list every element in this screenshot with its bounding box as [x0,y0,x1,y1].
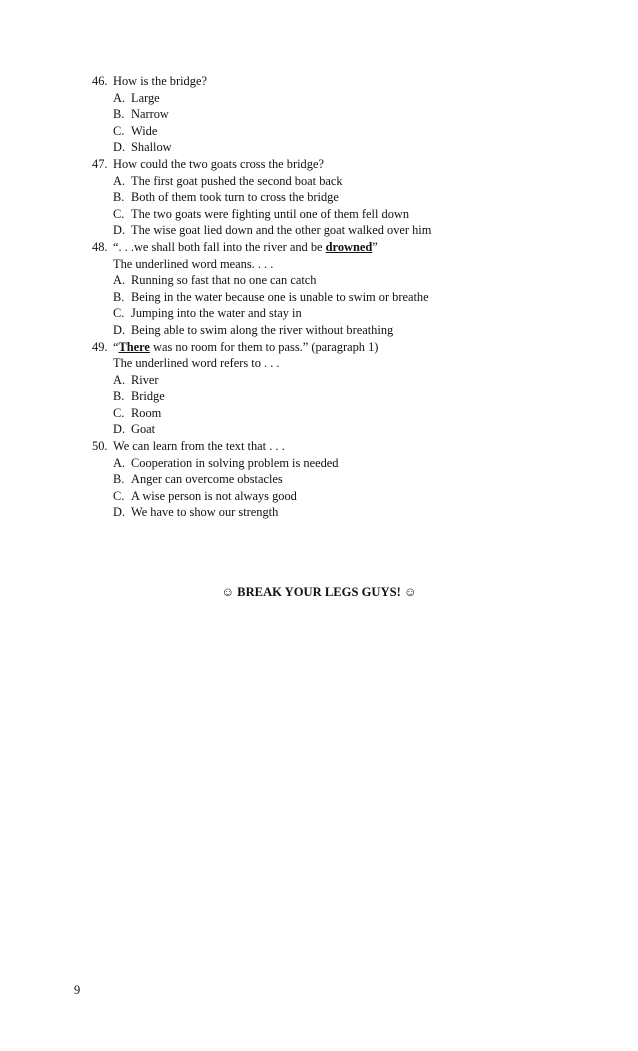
option-text: The first goat pushed the second boat back [131,173,343,188]
option-letter: B. [113,107,125,122]
page-number: 9 [74,983,81,997]
option-letter: A. [113,372,126,387]
answer-option [92,90,532,107]
smiley-icon: ☺ [221,585,235,599]
option-letter: C. [113,405,125,420]
answer-option [92,123,532,140]
option-text: Being able to swim along the river without breathing [131,322,394,337]
answer-option [92,488,532,505]
option-letter: A. [113,273,126,288]
option-letter: C. [113,123,125,138]
option-text: Running so fast that no one can catch [131,273,317,288]
answer-option [92,139,532,156]
question-stem [92,339,532,356]
option-letter: A. [113,455,126,470]
option-text: Goat [131,422,156,437]
answer-option [92,421,532,438]
option-text: Jumping into the water and stay in [131,306,302,321]
question-text: How is the bridge? [113,74,207,88]
option-text: Wide [131,123,158,138]
answer-option [92,322,532,339]
answer-option [92,372,532,389]
question-number: 50. [92,439,108,454]
option-text: Anger can overcome obstacles [131,472,283,487]
answer-option [92,405,532,422]
option-text: The wise goat lied down and the other goat walked over him [131,223,432,238]
answer-option [92,189,532,206]
question-46 [92,73,532,156]
question-stem [92,156,532,173]
option-letter: B. [113,289,125,304]
underlined-keyword: drowned [325,239,373,254]
option-text: Being in the water because one is unable to swim or breathe [131,289,429,304]
option-text: A wise person is not always good [131,488,297,503]
answer-option [92,388,532,405]
option-letter: B. [113,472,125,487]
option-letter: D. [113,422,126,437]
answer-option [92,289,532,306]
option-letter: D. [113,505,126,520]
option-text: Both of them took turn to cross the bridge [131,190,339,205]
underlined-keyword: There [118,339,150,354]
option-letter: A. [113,173,126,188]
option-letter: C. [113,488,125,503]
question-stem [92,239,532,256]
question-text: How could the two goats cross the bridge? [113,156,324,171]
option-letter: C. [113,306,125,321]
question-text: We can learn from the text that . . . [113,439,285,454]
option-letter: D. [113,140,126,155]
question-text: “. . .we shall both fall into the river and be [113,239,326,254]
option-text: Narrow [131,107,169,122]
option-text: River [131,372,159,387]
option-text: Large [131,90,160,105]
answer-option [92,222,532,239]
answer-option [92,471,532,488]
question-number: 48. [92,239,108,254]
closing-message-text: BREAK YOUR LEGS GUYS! [237,585,401,599]
question-number: 46. [92,74,108,88]
question-prompt: The underlined word means. . . . [113,256,274,271]
answer-option [92,504,532,521]
option-text: Room [131,405,162,420]
option-letter: B. [113,389,125,404]
question-48 [92,239,532,339]
option-text: The two goats were fighting until one of them fell down [131,206,410,221]
answer-option [92,173,532,190]
option-letter: C. [113,206,125,221]
answer-option [92,455,532,472]
answer-option [92,206,532,223]
smiley-icon: ☺ [403,585,417,599]
question-49 [92,339,532,439]
question-47 [92,156,532,239]
question-stem [92,73,532,90]
question-text-end: was no room for them to pass.” (paragraph 1) [149,339,379,354]
question-number: 47. [92,156,108,171]
option-text: We have to show our strength [131,505,279,520]
option-text: Bridge [131,389,165,404]
option-text: Cooperation in solving problem is needed [131,455,339,470]
question-50 [92,438,532,521]
option-text: Shallow [131,140,172,155]
option-letter: D. [113,223,126,238]
question-list [92,73,532,521]
option-letter: A. [113,90,126,105]
answer-option [92,272,532,289]
answer-option [92,106,532,123]
question-stem [92,438,532,455]
closing-message [0,585,638,600]
question-text: “ [113,339,119,354]
question-prompt: The underlined word refers to . . . [113,356,280,371]
question-text-end: ” [372,239,378,254]
option-letter: D. [113,322,126,337]
option-letter: B. [113,190,125,205]
question-number: 49. [92,339,108,354]
answer-option [92,305,532,322]
